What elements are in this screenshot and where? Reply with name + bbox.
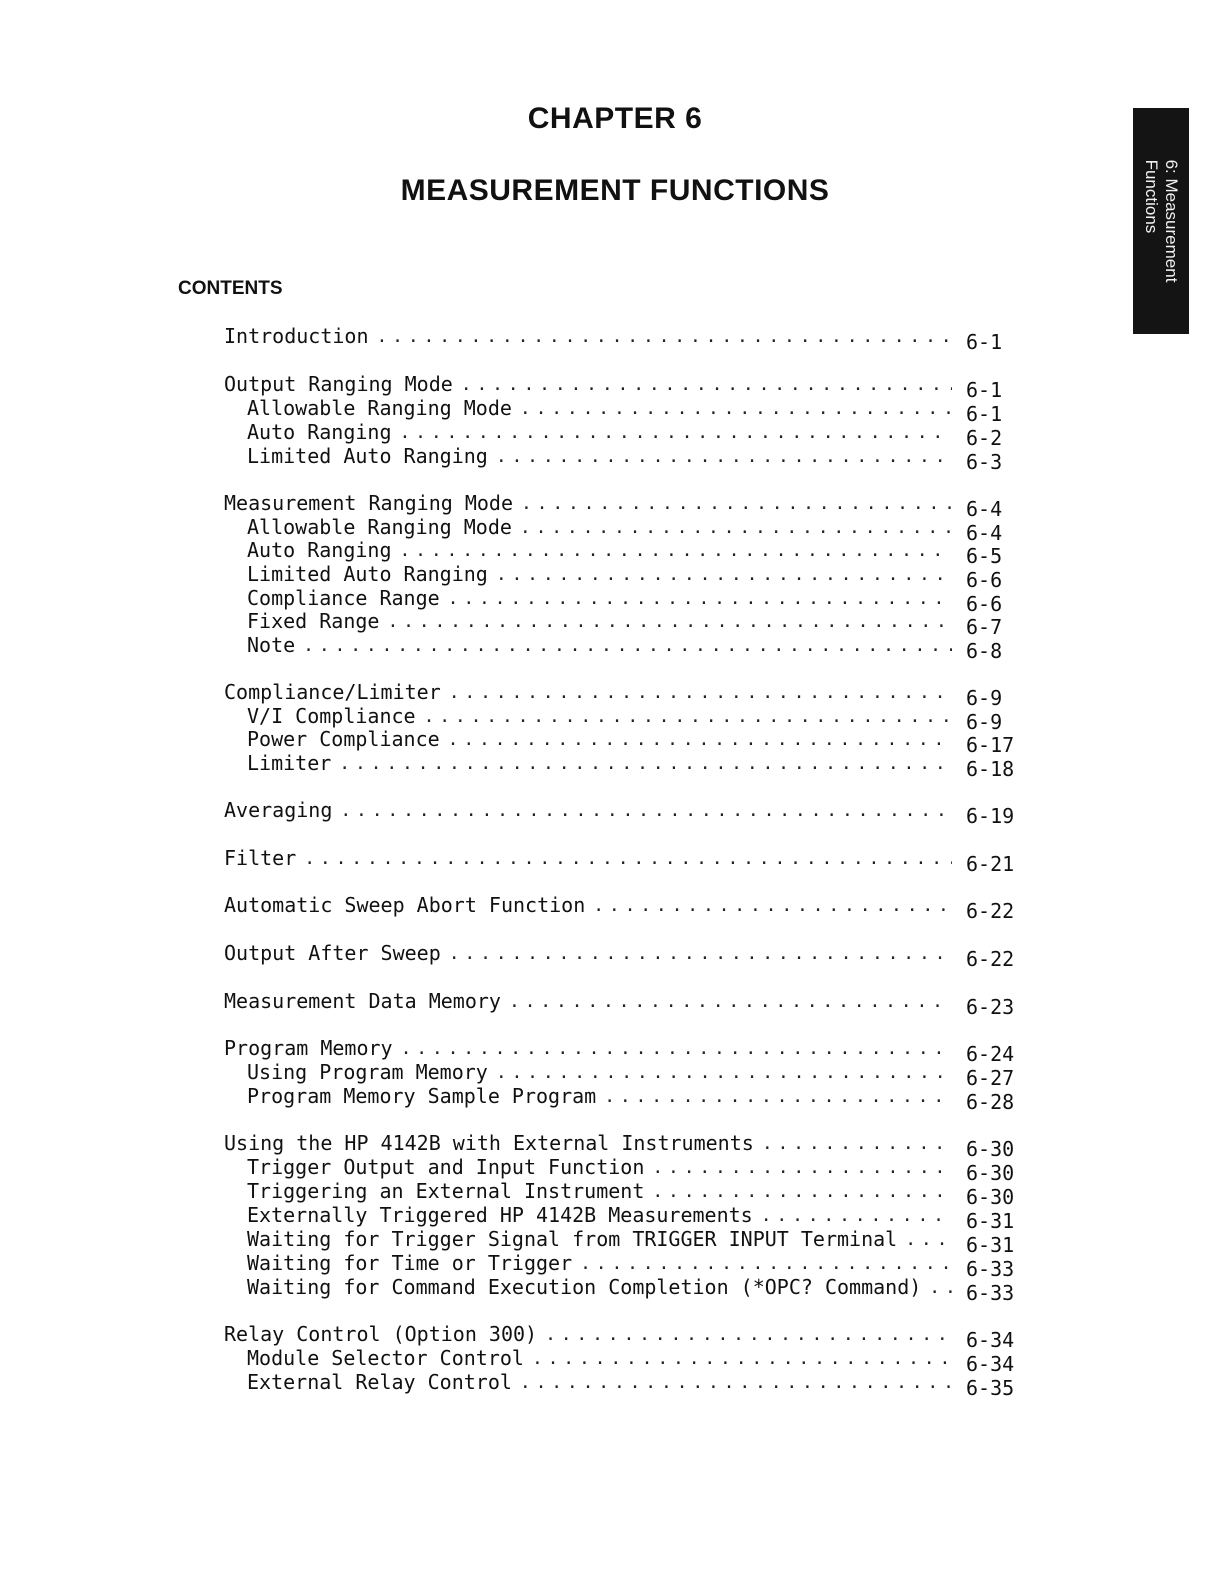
toc-entry <box>224 987 1020 1019</box>
toc-entry-page: 6-3 <box>966 450 1003 474</box>
toc-dot-leader <box>449 943 952 964</box>
toc-entry-label: Trigger Output and Input Function <box>247 1155 645 1179</box>
toc-entry-page: 6-31 <box>966 1209 1015 1233</box>
toc-entry-label: Automatic Sweep Abort Function <box>224 893 586 917</box>
toc-dot-leader <box>520 398 952 419</box>
toc-entry-page: 6-4 <box>966 497 1003 521</box>
toc-entry-label: Auto Ranging <box>247 538 392 562</box>
toc-entry-page: 6-22 <box>966 947 1015 971</box>
toc-entry <box>247 1201 1020 1233</box>
toc-dot-leader <box>496 446 952 467</box>
toc-dot-leader <box>401 1038 952 1059</box>
toc-entry <box>247 1082 1020 1114</box>
toc-entry <box>224 489 1020 521</box>
toc-entry <box>224 370 1020 402</box>
toc-entry <box>247 394 1020 426</box>
toc-entry-label: Allowable Ranging Mode <box>247 396 512 420</box>
toc-entry-page: 6-1 <box>966 402 1003 426</box>
toc-entry-page: 6-9 <box>966 710 1003 734</box>
side-tab-line-2: Functions <box>1142 159 1161 234</box>
toc-dot-leader <box>304 848 952 869</box>
toc-entry-label: Program Memory <box>224 1036 393 1060</box>
toc-entry <box>247 749 1020 781</box>
toc-dot-leader <box>448 588 952 609</box>
toc-entry <box>247 442 1020 474</box>
toc-entry-page: 6-30 <box>966 1161 1015 1185</box>
contents-heading: CONTENTS <box>178 278 283 299</box>
toc-entry <box>247 631 1020 663</box>
toc-entry-label: Filter <box>224 846 297 870</box>
toc-dot-leader <box>593 895 952 916</box>
toc-dot-leader <box>580 1253 952 1274</box>
toc-entry-label: Measurement Data Memory <box>224 989 501 1013</box>
toc-entry-page: 6-9 <box>966 686 1003 710</box>
toc-entry-label: Relay Control (Option 300) <box>224 1322 538 1346</box>
toc-entry <box>247 1153 1020 1185</box>
toc-entry-label: Using Program Memory <box>247 1060 488 1084</box>
toc-dot-leader <box>929 1277 952 1298</box>
toc-entry-label: Output After Sweep <box>224 941 441 965</box>
toc-entry-page: 6-6 <box>966 568 1003 592</box>
toc-entry <box>224 891 1020 923</box>
toc-dot-leader <box>532 1348 952 1369</box>
toc-dot-leader <box>496 564 952 585</box>
toc-entry-label: Measurement Ranging Mode <box>224 491 513 515</box>
toc-entry-page: 6-35 <box>966 1376 1015 1400</box>
toc-dot-leader <box>424 706 952 727</box>
toc-dot-leader <box>652 1157 952 1178</box>
toc-entry-page: 6-31 <box>966 1233 1015 1257</box>
toc-entry <box>224 796 1020 828</box>
toc-entry-label: Compliance/Limiter <box>224 680 441 704</box>
toc-dot-leader <box>905 1229 952 1250</box>
toc-entry-label: Compliance Range <box>247 586 440 610</box>
toc-entry <box>247 536 1020 568</box>
toc-entry-page: 6-6 <box>966 592 1003 616</box>
toc-entry <box>247 1177 1020 1209</box>
toc-entry-page: 6-2 <box>966 426 1003 450</box>
toc-entry-label: Waiting for Command Execution Completion (*OPC? Command) <box>247 1275 922 1299</box>
toc-entry-page: 6-30 <box>966 1137 1015 1161</box>
toc-dot-leader <box>652 1181 952 1202</box>
toc-dot-leader <box>545 1324 952 1345</box>
toc-entry-label: Limited Auto Ranging <box>247 562 488 586</box>
toc-entry <box>247 418 1020 450</box>
toc-entry-page: 6-28 <box>966 1090 1015 1114</box>
toc-dot-leader <box>448 729 952 750</box>
toc-entry <box>247 1058 1020 1090</box>
toc-entry-label: Introduction <box>224 324 369 348</box>
toc-entry-label: Note <box>247 633 296 657</box>
toc-entry-page: 6-21 <box>966 852 1015 876</box>
toc-entry <box>224 678 1020 710</box>
toc-entry-label: External Relay Control <box>247 1370 512 1394</box>
toc-entry <box>247 1368 1020 1400</box>
toc-dot-leader <box>604 1086 952 1107</box>
toc-entry-label: Averaging <box>224 798 333 822</box>
toc-dot-leader <box>761 1205 952 1226</box>
toc-entry <box>247 1249 1020 1281</box>
toc-entry-page: 6-23 <box>966 995 1015 1019</box>
toc-entry-label: V/I Compliance <box>247 704 416 728</box>
toc-entry-label: Waiting for Trigger Signal from TRIGGER INPUT Terminal <box>247 1227 898 1251</box>
toc-entry-page: 6-1 <box>966 330 1003 354</box>
toc-dot-leader <box>339 753 952 774</box>
toc-dot-leader <box>762 1133 952 1154</box>
toc-dot-leader <box>377 326 953 347</box>
toc-entry <box>224 1320 1020 1352</box>
toc-entry-label: Waiting for Time or Trigger <box>247 1251 573 1275</box>
toc-entry <box>247 1273 1020 1305</box>
toc-dot-leader <box>400 422 953 443</box>
toc-entry-page: 6-1 <box>966 378 1003 402</box>
toc-entry <box>247 560 1020 592</box>
toc-entry <box>224 1129 1020 1161</box>
toc-dot-leader <box>520 517 952 538</box>
toc-dot-leader <box>509 991 952 1012</box>
toc-entry <box>247 725 1020 757</box>
toc-entry <box>247 1344 1020 1376</box>
toc-entry-page: 6-7 <box>966 615 1003 639</box>
toc-entry-label: Using the HP 4142B with External Instruments <box>224 1131 754 1155</box>
toc-entry-page: 6-5 <box>966 544 1003 568</box>
toc-entry <box>224 322 1020 354</box>
toc-entry-page: 6-19 <box>966 804 1015 828</box>
toc-entry <box>224 939 1020 971</box>
toc-entry <box>224 1034 1020 1066</box>
toc-entry <box>224 844 1020 876</box>
toc-entry-label: Program Memory Sample Program <box>247 1084 597 1108</box>
toc-dot-leader <box>449 682 952 703</box>
toc-dot-leader <box>496 1062 952 1083</box>
toc-entry-page: 6-33 <box>966 1257 1015 1281</box>
toc-dot-leader <box>303 635 952 656</box>
toc-dot-leader <box>340 800 952 821</box>
toc-dot-leader <box>461 374 952 395</box>
toc-entry-label: Limited Auto Ranging <box>247 444 488 468</box>
toc-entry-label: Limiter <box>247 751 332 775</box>
toc-entry-label: Power Compliance <box>247 727 440 751</box>
toc-entry-label: Auto Ranging <box>247 420 392 444</box>
toc-entry-label: Module Selector Control <box>247 1346 524 1370</box>
toc-entry-label: Fixed Range <box>247 609 380 633</box>
toc-entry-label: Output Ranging Mode <box>224 372 453 396</box>
toc-entry-page: 6-34 <box>966 1328 1015 1352</box>
toc-entry-page: 6-27 <box>966 1066 1015 1090</box>
toc-entry-page: 6-30 <box>966 1185 1015 1209</box>
toc-entry-page: 6-24 <box>966 1042 1015 1066</box>
toc-entry-page: 6-22 <box>966 899 1015 923</box>
toc-entry-page: 6-33 <box>966 1281 1015 1305</box>
chapter-heading: CHAPTER 6 <box>527 102 703 135</box>
toc-entry-page: 6-18 <box>966 757 1015 781</box>
chapter-title: MEASUREMENT FUNCTIONS <box>400 174 830 207</box>
toc-entry-label: Triggering an External Instrument <box>247 1179 645 1203</box>
toc-dot-leader <box>520 1372 952 1393</box>
side-tab-line-1: 6: Measurement <box>1162 159 1181 283</box>
toc-dot-leader <box>521 493 952 514</box>
toc-dot-leader <box>387 611 952 632</box>
toc-entry <box>247 1225 1020 1257</box>
toc-entry-label: Externally Triggered HP 4142B Measurements <box>247 1203 753 1227</box>
toc-entry-page: 6-4 <box>966 521 1003 545</box>
toc-entry-page: 6-34 <box>966 1352 1015 1376</box>
toc-entry-page: 6-17 <box>966 733 1015 757</box>
toc-entry <box>247 607 1020 639</box>
toc-entry-page: 6-8 <box>966 639 1003 663</box>
toc-entry-label: Allowable Ranging Mode <box>247 515 512 539</box>
toc-dot-leader <box>400 540 953 561</box>
